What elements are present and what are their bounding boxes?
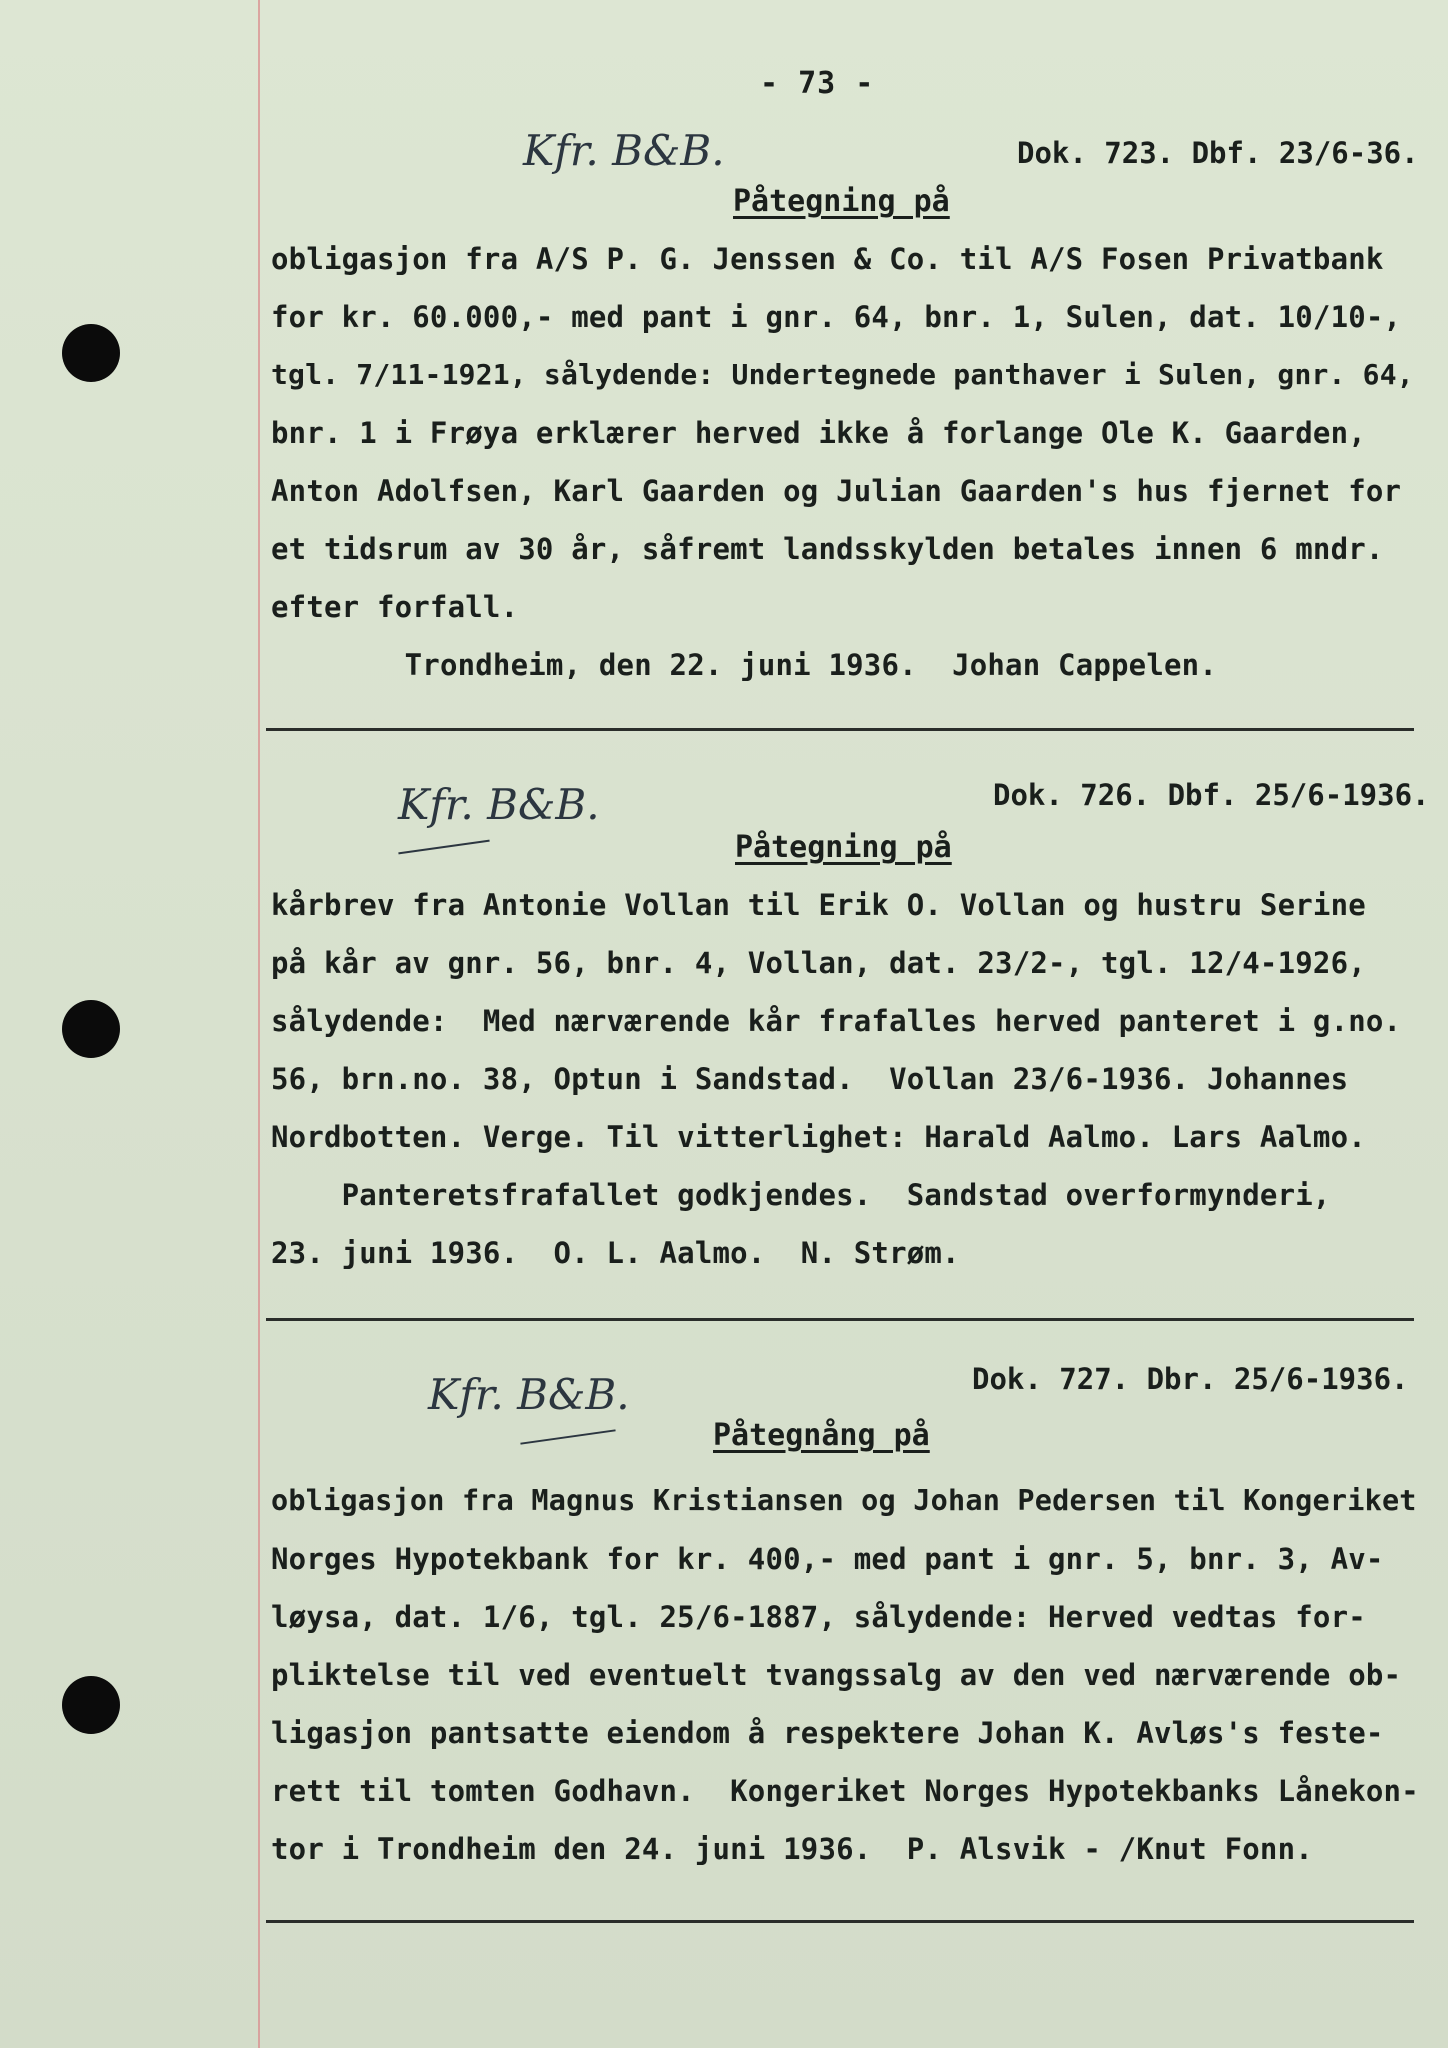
text-line: på kår av gnr. 56, bnr. 4, Vollan, dat. 23/2-, tgl. 12/4-1926,: [271, 946, 1366, 980]
binder-hole: [62, 324, 120, 382]
doc-reference: Dok. 723. Dbf. 23/6-36.: [1017, 136, 1419, 170]
text-line: Panteretsfrafallet godkjendes. Sandstad overformynderi,: [271, 1178, 1331, 1212]
text-line: sålydende: Med nærværende kår frafalles herved panteret i g.no.: [271, 1004, 1402, 1038]
text-line: bnr. 1 i Frøya erklærer herved ikke å forlange Ole K. Gaarden,: [271, 416, 1366, 450]
signature-line: tor i Trondheim den 24. juni 1936. P. Alsvik - /Knut Fonn.: [271, 1832, 1313, 1866]
text-line: ligasjon pantsatte eiendom å respektere Johan K. Avløs's feste-: [271, 1716, 1384, 1750]
text-line: tgl. 7/11-1921, sålydende: Undertegnede panthaver i Sulen, gnr. 64,: [271, 358, 1414, 391]
entry-heading: Påtegning på: [733, 184, 950, 219]
binder-hole: [62, 1000, 120, 1058]
stamp-underline: [520, 1429, 615, 1444]
text-line: for kr. 60.000,- med pant i gnr. 64, bnr. 1, Sulen, dat. 10/10-,: [271, 300, 1402, 334]
entry-divider: [266, 728, 1414, 731]
text-line: kårbrev fra Antonie Vollan til Erik O. Vollan og hustru Serine: [271, 888, 1366, 922]
page-number: - 73 -: [760, 66, 875, 101]
signature-line: 23. juni 1936. O. L. Aalmo. N. Strøm.: [271, 1236, 960, 1270]
signature-line: Trondheim, den 22. juni 1936. Johan Cappelen.: [334, 648, 1217, 682]
stamp-annotation: Kfr. B&B.: [398, 780, 600, 829]
text-line: Norges Hypotekbank for kr. 400,- med pant i gnr. 5, bnr. 3, Av-: [271, 1542, 1384, 1576]
stamp-annotation: Kfr. B&B.: [523, 126, 725, 175]
text-line: obligasjon fra A/S P. G. Jenssen & Co. til A/S Fosen Privatbank: [271, 242, 1384, 276]
text-line: løysa, dat. 1/6, tgl. 25/6-1887, sålydende: Herved vedtas for-: [271, 1600, 1366, 1634]
stamp-underline: [398, 840, 489, 855]
stamp-annotation: Kfr. B&B.: [428, 1370, 630, 1419]
text-line: Nordbotten. Verge. Til vitterlighet: Harald Aalmo. Lars Aalmo.: [271, 1120, 1366, 1154]
text-line: et tidsrum av 30 år, såfremt landsskylden betales innen 6 mndr.: [271, 532, 1384, 566]
binder-hole: [62, 1676, 120, 1734]
text-line: 56, brn.no. 38, Optun i Sandstad. Vollan 23/6-1936. Johannes: [271, 1062, 1349, 1096]
text-line: Anton Adolfsen, Karl Gaarden og Julian Gaarden's hus fjernet for: [271, 474, 1402, 508]
entry-divider: [266, 1920, 1414, 1923]
entry-divider: [266, 1318, 1414, 1321]
text-line: obligasjon fra Magnus Kristiansen og Johan Pedersen til Kongeriket: [271, 1484, 1417, 1517]
entry-heading: Påtegnång på: [713, 1418, 930, 1453]
doc-reference: Dok. 727. Dbr. 25/6-1936.: [972, 1362, 1409, 1396]
text-line: pliktelse til ved eventuelt tvangssalg av den ved nærværende ob-: [271, 1658, 1402, 1692]
text-line: rett til tomten Godhavn. Kongeriket Norges Hypotekbanks Lånekon-: [271, 1774, 1419, 1808]
entry-heading: Påtegning på: [735, 830, 952, 865]
margin-line: [258, 0, 260, 2048]
doc-reference: Dok. 726. Dbf. 25/6-1936.: [993, 778, 1430, 812]
text-line: efter forfall.: [271, 590, 519, 624]
